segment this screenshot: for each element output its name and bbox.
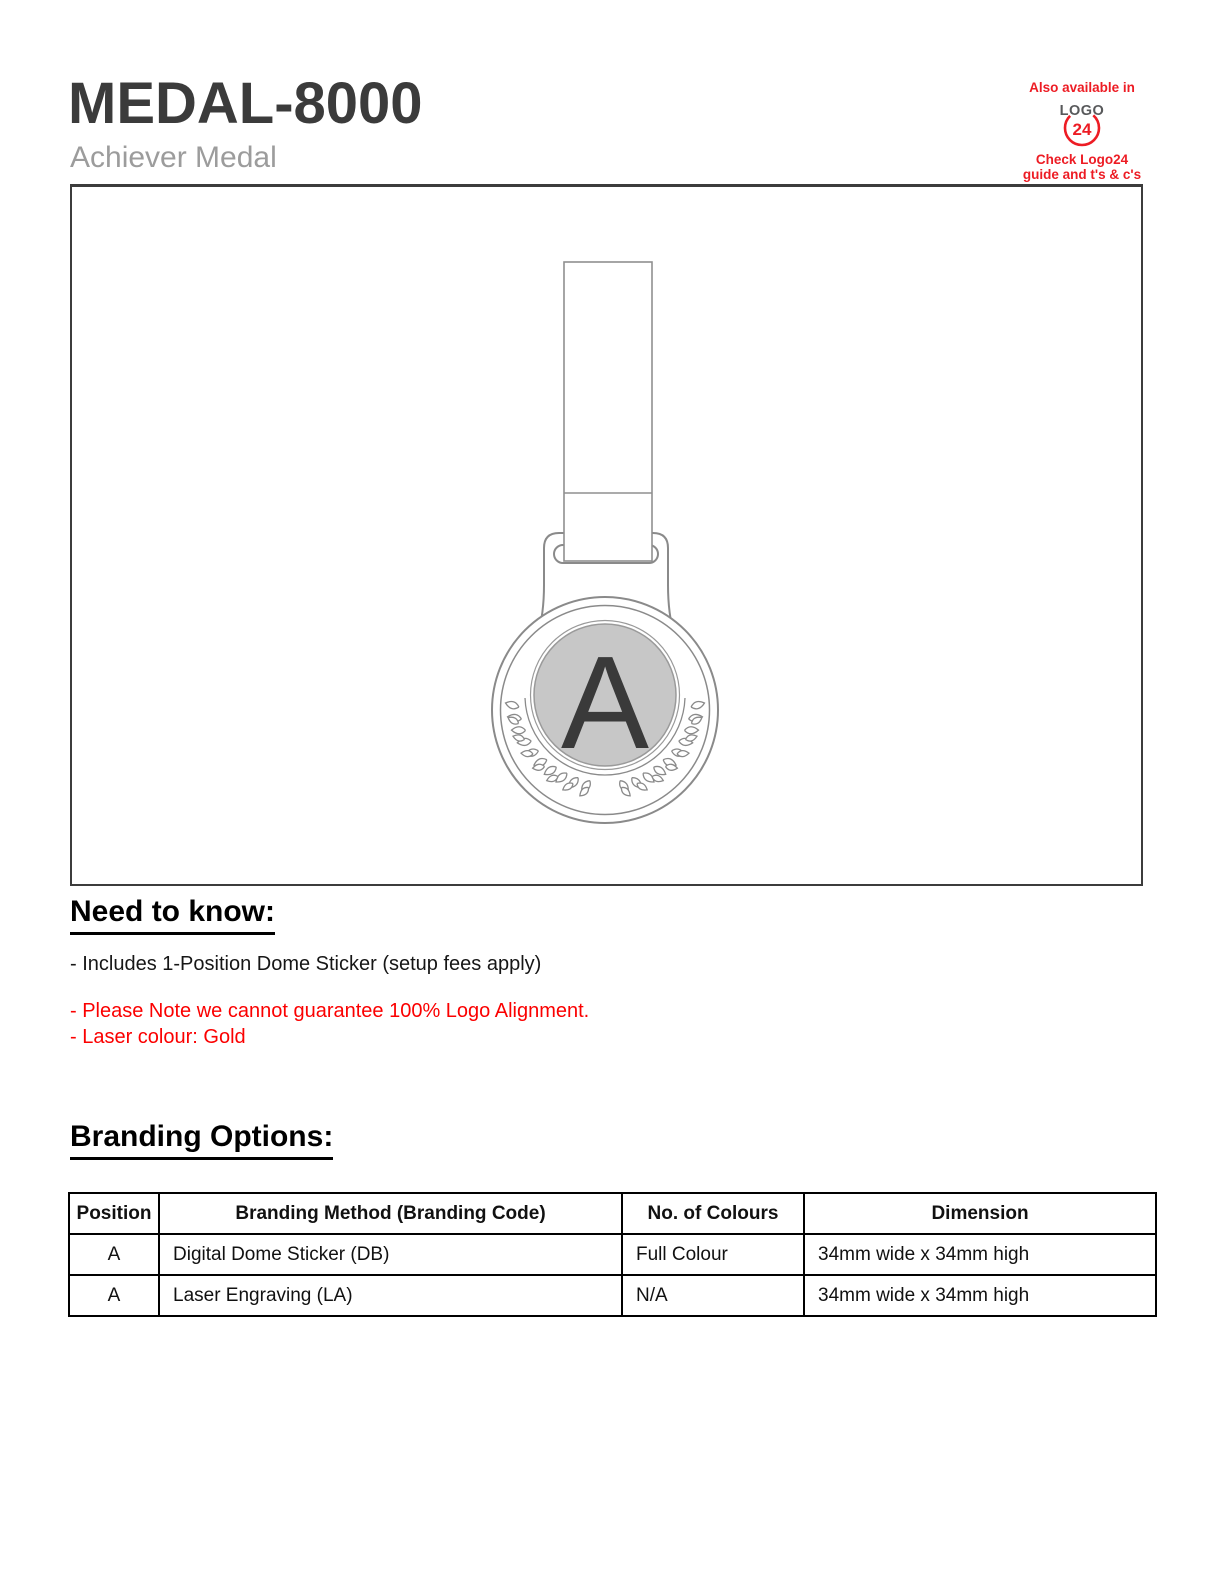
branding-options-heading: Branding Options: (70, 1120, 333, 1160)
table-row (69, 1275, 1156, 1316)
badge-top-text: Also available in (1029, 80, 1135, 95)
cell-branding-method: Digital Dome Sticker (DB) (159, 1234, 622, 1275)
page-subtitle: Achiever Medal (70, 141, 277, 174)
table-row (69, 1234, 1156, 1275)
cell-colours: N/A (622, 1275, 804, 1316)
badge-bottom-line2: guide and t's & c's (1022, 167, 1142, 182)
cell-position: A (69, 1234, 159, 1275)
cell-branding-method: Laser Engraving (LA) (159, 1275, 622, 1316)
logo24-number: 24 (1072, 120, 1092, 139)
cell-position: A (69, 1275, 159, 1316)
medal-preview-box (70, 184, 1143, 886)
page-title: MEDAL-8000 (68, 71, 423, 136)
header-position: Position (69, 1193, 159, 1234)
cell-colours: Full Colour (622, 1234, 804, 1275)
logo24-badge (1006, 80, 1158, 182)
medal-illustration (72, 187, 1141, 882)
note-laser-colour: - Laser colour: Gold (70, 1026, 246, 1048)
note-logo-alignment: - Please Note we cannot guarantee 100% Logo Alignment. (70, 1000, 590, 1022)
medal-ribbon (564, 262, 652, 561)
need-to-know-heading: Need to know: (70, 895, 275, 935)
table-header-row (69, 1193, 1156, 1234)
badge-bottom-line1: Check Logo24 (1035, 152, 1129, 167)
cell-dimension: 34mm wide x 34mm high (804, 1275, 1156, 1316)
logo24-icon (1053, 96, 1111, 152)
branding-options-table (68, 1192, 1157, 1317)
header-dimension: Dimension (804, 1193, 1156, 1234)
header-no-of-colours: No. of Colours (622, 1193, 804, 1234)
header-branding-method: Branding Method (Branding Code) (159, 1193, 622, 1234)
position-marker-a: A (560, 629, 650, 776)
cell-dimension: 34mm wide x 34mm high (804, 1234, 1156, 1275)
note-includes: - Includes 1-Position Dome Sticker (setup fees apply) (70, 953, 542, 975)
logo24-word: LOGO (1059, 103, 1105, 119)
